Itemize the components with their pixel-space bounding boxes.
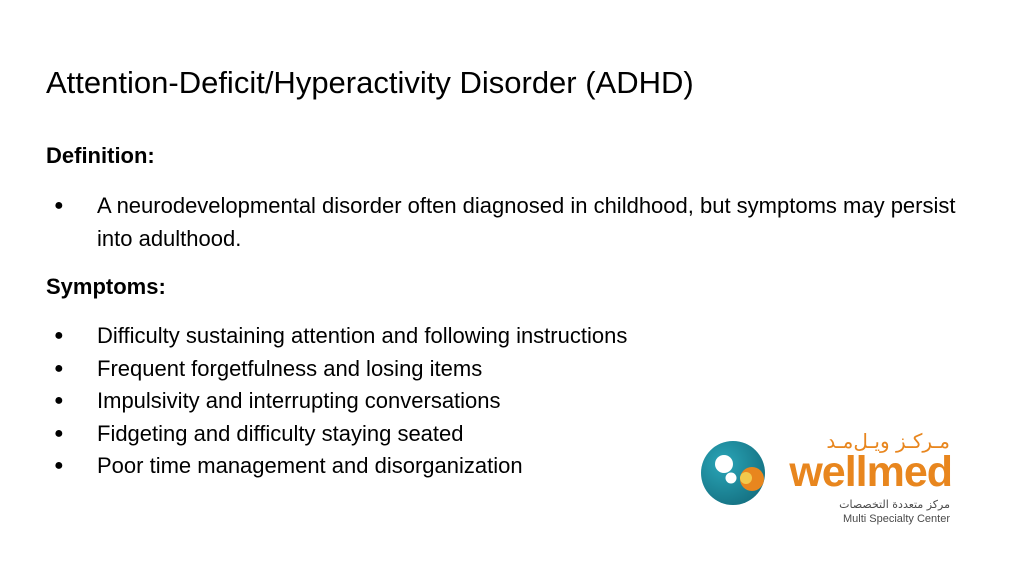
slide-title: Attention-Deficit/Hyperactivity Disorder (ADHD) [46, 65, 694, 100]
symptom-text: Impulsivity and interrupting conversations [97, 388, 501, 413]
bullet-icon: ● [54, 392, 64, 409]
logo-wordmark: wellmed [789, 448, 952, 496]
symptom-item [46, 320, 976, 353]
logo-arabic-subtitle: مركز متعددة التخصصات [839, 498, 950, 511]
bullet-icon: ● [54, 327, 64, 344]
bullet-icon: ● [54, 197, 64, 214]
logo-subtitle: Multi Specialty Center [843, 513, 950, 525]
bullet-icon: ● [54, 359, 64, 377]
wellmed-logo-mark-icon [700, 440, 766, 506]
definition-text: A neurodevelopmental disorder often diagnosed in childhood, but symptoms may persist into adulthood. [97, 193, 956, 251]
symptom-text: Fidgeting and difficulty staying seated [97, 420, 464, 446]
symptom-item [46, 353, 976, 386]
symptom-text: Frequent forgetfulness and losing items [97, 355, 483, 381]
symptoms-heading: Symptoms: [46, 274, 166, 299]
logo-arabic-name: مـركـز ويـل‌مـد [826, 429, 950, 453]
definition-heading: Definition: [46, 143, 155, 168]
bullet-icon: ● [54, 424, 64, 442]
symptom-text: Difficulty sustaining attention and following instructions [97, 323, 628, 348]
symptom-text: Poor time management and disorganization [97, 453, 523, 478]
symptom-item [46, 385, 976, 418]
wellmed-logo [700, 428, 960, 528]
definition-list [46, 190, 976, 255]
definition-item [46, 190, 976, 255]
bullet-icon: ● [54, 457, 64, 474]
